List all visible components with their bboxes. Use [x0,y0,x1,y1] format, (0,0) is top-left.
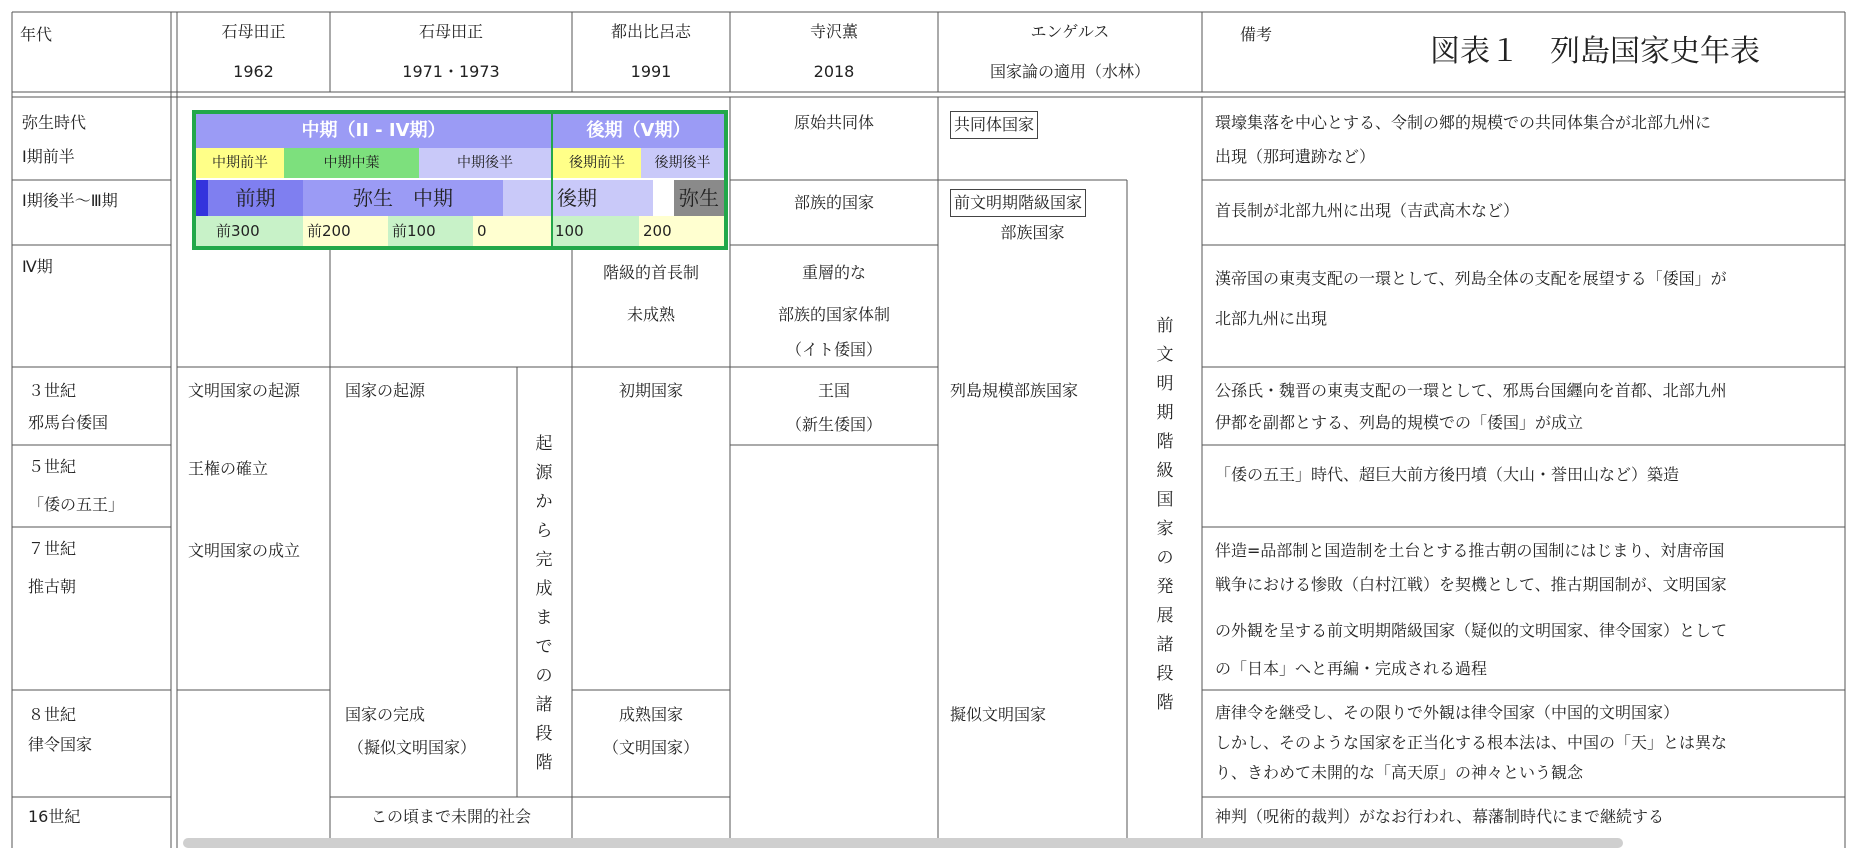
header-era: 年代 [20,25,53,44]
c4-r3a: 重層的な [801,263,866,282]
header-c1-year: 1962 [233,62,274,81]
note-r6a: 伴造=品部制と国造制を土台とする推古朝の国制にはじまり、対唐帝国 [1215,541,1725,560]
c1-r5: 王権の確立 [188,459,269,478]
era-r4b: 邪馬台倭国 [28,413,109,432]
overlay-mid-middle: 中期中葉 [284,148,419,178]
note-r6d: の「日本」へと再編・完成される過程 [1215,659,1488,678]
horizontal-scrollbar[interactable] [183,838,1623,848]
overlay-dark-strip [196,180,208,216]
note-r1a: 環壕集落を中心とする、令制の郷的規模での共同体集合が北部九州に [1215,113,1712,132]
era-r1a: 弥生時代 [22,113,87,132]
note-r6b: 戦争における惨敗（白村江戦）を契機として、推古期国制が、文明国家 [1215,575,1727,594]
header-c3-name: 都出比呂志 [610,22,691,41]
header-notes: 備考 [1240,25,1273,44]
c5-r1 [950,110,1038,140]
overlay-late-early: 後期前半 [553,148,641,178]
c3-r7b: （文明国家） [602,738,699,757]
note-r3a: 漢帝国の東夷支配の一環として、列島全体の支配を展望する「倭国」が [1215,269,1727,288]
note-r8: 神判（呪術的裁判）がなお行われ、幕藩制時代にまで継続する [1215,807,1664,826]
c2-r4: 国家の起源 [345,381,426,400]
era-r7b: 律令国家 [28,735,93,754]
c4-r1: 原始共同体 [793,113,874,132]
c5-r7: 擬似文明国家 [950,705,1047,724]
note-r7c: り、きわめて未開的な「高天原」の神々という観念 [1215,763,1584,782]
overlay-light-fill [503,180,551,216]
header-c4-year: 2018 [813,62,855,81]
c4-r4a: 王国 [817,381,850,400]
era-r2: Ⅰ期後半～Ⅲ期 [22,191,118,210]
c2-vertical: 起源から完成までの諸段階 [535,434,553,773]
header-c4-name: 寺沢薫 [809,22,858,41]
note-r4a: 公孫氏・魏晋の東夷支配の一環として、邪馬台国纒向を首都、北部九州 [1215,381,1727,400]
overlay-yayoi: 弥生 [674,180,724,216]
era-r6a: ７世紀 [28,539,77,558]
note-r6c: の外観を呈する前文明期階級国家（疑似的文明国家、律令国家）として [1215,621,1728,640]
overlay-yayoi-chuki: 弥生 中期 [303,180,503,216]
c1-r6: 文明国家の成立 [188,541,301,560]
c2-r7a: 国家の完成 [345,705,426,724]
era-r4a: ３世紀 [28,381,77,400]
overlay-tick-3: 前100 [388,216,473,246]
c4-r2: 部族的国家 [793,193,874,212]
c1-r4: 文明国家の起源 [188,381,301,400]
c4-r3b: 部族的国家体制 [777,305,890,324]
header-c2-name: 石母田正 [418,22,483,41]
overlay-zenki: 前期 [208,180,303,216]
c5-r1-label: 共同体国家 [950,111,1038,139]
note-r1b: 出現（那珂遺跡など） [1215,147,1376,166]
era-r8: 16世紀 [28,807,81,826]
header-c1-name: 石母田正 [221,22,286,41]
header-c5-sub: 国家論の適用（水林） [989,62,1150,81]
figure-title: 図表１ 列島国家史年表 [1430,34,1760,69]
note-r5: 「倭の五王」時代、超巨大前方後円墳（大山・誉田山など）築造 [1215,465,1680,484]
yayoi-period-overlay [192,110,728,250]
overlay-green-separator [551,114,553,246]
c5-r2b: 部族国家 [1000,223,1065,242]
era-r1b: Ⅰ期前半 [22,147,75,166]
c5-r2a [950,188,1086,218]
overlay-tick-4: 0 [473,216,551,246]
overlay-mid-late: 中期後半 [419,148,551,178]
note-r3b: 北部九州に出現 [1215,309,1328,328]
note-r7b: しかし、そのような国家を正当化する根本法は、中国の「天」とは異な [1215,733,1728,752]
era-r5a: ５世紀 [28,457,77,476]
overlay-tick-2: 前200 [303,216,388,246]
c3-r4: 初期国家 [618,381,683,400]
overlay-mid-title: 中期（II - IV期） [196,114,551,148]
c4-r4b: （新生倭国） [785,415,882,434]
c2-r7b: （擬似文明国家） [348,738,477,757]
c3-r7a: 成熟国家 [618,705,683,724]
era-r5b: 「倭の五王」 [28,495,125,514]
era-r6b: 推古朝 [28,577,77,596]
c5-vertical: 前文明期階級国家の発展諸段階 [1156,316,1174,713]
era-r3: Ⅳ期 [22,257,53,276]
note-r4b: 伊都を副都とする、列島的規模での「倭国」が成立 [1215,413,1584,432]
overlay-mid-early: 中期前半 [196,148,284,178]
era-r7a: ８世紀 [28,705,77,724]
c3-r3b: 未成熟 [626,305,675,324]
header-c5-name: エンゲルス [1030,22,1110,41]
note-r2: 首長制が北部九州に出現（吉武高木など） [1215,201,1520,220]
c4-r3c: （イト倭国） [785,340,882,359]
overlay-late-title: 後期（V期） [553,114,724,148]
c2-r8: この頃まで未開的社会 [370,807,531,826]
overlay-tick-5: 100 [553,216,639,246]
header-c2-year: 1971・1973 [402,62,500,81]
overlay-tick-6: 200 [639,216,724,246]
c5-r2a-label: 前文明期階級国家 [950,189,1086,217]
c5-r4: 列島規模部族国家 [950,381,1079,400]
header-c3-year: 1991 [630,62,672,81]
note-r7a: 唐律令を継受し、その限りで外観は律令国家（中国的文明国家） [1215,703,1680,722]
overlay-late-late: 後期後半 [641,148,724,178]
c3-r3a: 階級的首長制 [602,263,699,282]
overlay-tick-1: 前300 [196,216,303,246]
overlay-kouki: 後期 [553,180,653,216]
